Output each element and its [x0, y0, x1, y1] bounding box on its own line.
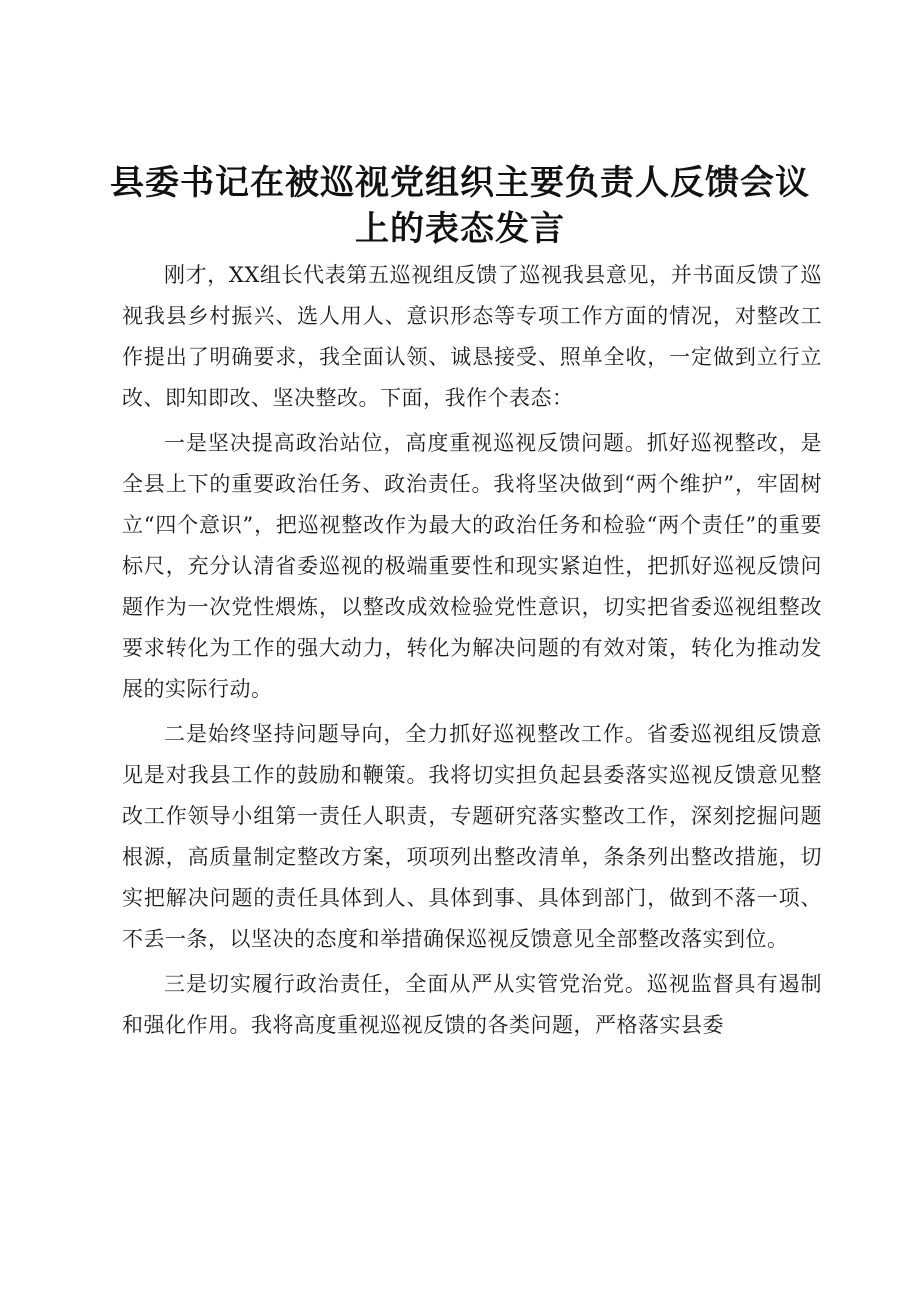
paragraph-point-two: 二是始终坚持问题导向，全力抓好巡视整改工作。省委巡视组反馈意见是对我县工作的鼓励和鞭策。我将切实担负起县委落实巡视反馈意见整改工作领导小组第一责任人职责，专题研究落实整改工作，深刻挖掘问题根源，高质量制定整改方案，项项列出整改清单，条条列出整改措施，切实把解决问题的责任具体到人、具体到事、具体到部门，做到不落一项、不丢一条，以坚决的态度和举措确保巡视反馈意见全部整改落实到位。 — [122, 722, 822, 951]
paragraph-point-one: 一是坚决提高政治站位，高度重视巡视反馈问题。抓好巡视整改，是全县上下的重要政治任务、政治责任。我将坚决做到“两个维护”，牢固树立“四个意识”，把巡视整改作为最大的政治任务和检验“两个责任”的重要标尺，充分认清省委巡视的极端重要性和现实紧迫性，把抓好巡视反馈问题作为一次党性煨炼，以整改成效检验党性意识，切实把省委巡视组整改要求转化为工作的强大动力，转化为解决问题的有效对策，转化为推动发展的实际行动。 — [122, 431, 822, 701]
document-body — [122, 255, 822, 1046]
paragraph-opening: 刚才，XX组长代表第五巡视组反馈了巡视我县意见，并书面反馈了巡视我县乡村振兴、选人用人、意识形态等专项工作方面的情况，对整改工作提出了明确要求，我全面认领、诚恳接受、照单全收，一定做到立行立改、即知即改、坚决整改。下面，我作个表态： — [122, 263, 822, 410]
paragraph-point-three: 三是切实履行政治责任，全面从严从实管党治党。巡视监督具有遏制和强化作用。我将高度重视巡视反馈的各类问题，严格落实县委 — [122, 972, 822, 1037]
document-title: 县委书记在被巡视党组织主要负责人反馈会议上的表态发言 — [110, 163, 810, 249]
